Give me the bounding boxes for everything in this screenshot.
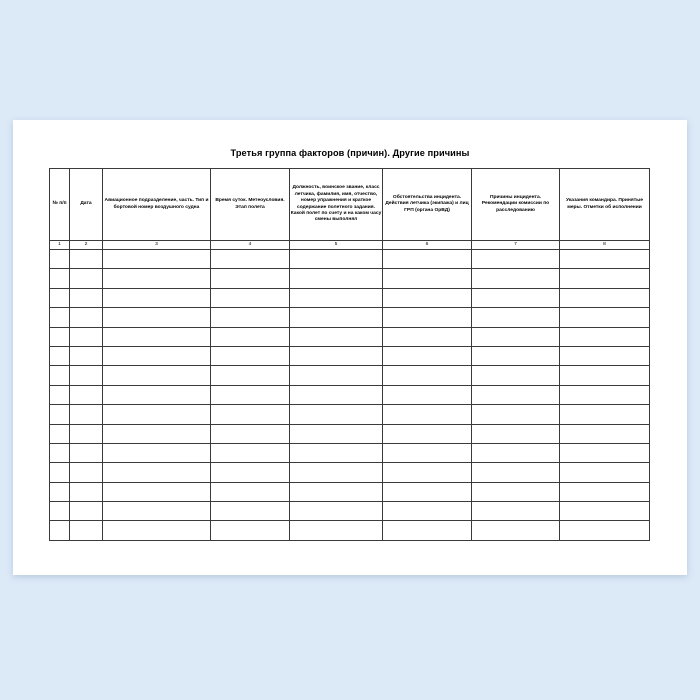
table-row bbox=[50, 250, 650, 269]
table-cell-empty[interactable] bbox=[290, 385, 383, 404]
table-cell-empty[interactable] bbox=[103, 288, 211, 307]
table-cell-empty[interactable] bbox=[383, 385, 472, 404]
table-cell-empty[interactable] bbox=[290, 482, 383, 501]
table-cell-empty[interactable] bbox=[103, 443, 211, 462]
table-cell-empty[interactable] bbox=[103, 424, 211, 443]
table-cell-empty[interactable] bbox=[70, 366, 103, 385]
table-cell-empty[interactable] bbox=[103, 482, 211, 501]
table-cell-empty[interactable] bbox=[50, 502, 70, 521]
table-cell-empty[interactable] bbox=[211, 250, 290, 269]
table-cell-empty[interactable] bbox=[103, 385, 211, 404]
table-cell-empty[interactable] bbox=[472, 346, 560, 365]
table-cell-empty[interactable] bbox=[560, 327, 650, 346]
column-header-commander-orders: Указания командира. Принятые меры. Отметки об исполнении bbox=[560, 169, 650, 241]
column-header-crew-task: Должность, воинское звание, класс летчика, фамилия, имя, отчество, номер упражнения и краткое содержание полетного задания. Какой полет по счету и на каком часу смены выполнял bbox=[290, 169, 383, 241]
table-cell-empty[interactable] bbox=[290, 327, 383, 346]
table-header-row bbox=[50, 169, 650, 241]
table-cell-empty[interactable] bbox=[70, 463, 103, 482]
table-cell-empty[interactable] bbox=[290, 405, 383, 424]
table-cell-empty[interactable] bbox=[50, 308, 70, 327]
table-cell-empty[interactable] bbox=[70, 346, 103, 365]
table-cell-empty[interactable] bbox=[211, 405, 290, 424]
column-number-cell: 3 bbox=[103, 241, 211, 250]
table-cell-empty[interactable] bbox=[383, 250, 472, 269]
table-cell-empty[interactable] bbox=[70, 405, 103, 424]
table-cell-empty[interactable] bbox=[290, 346, 383, 365]
table-cell-empty[interactable] bbox=[472, 327, 560, 346]
table-cell-empty[interactable] bbox=[103, 463, 211, 482]
table-cell-empty[interactable] bbox=[211, 346, 290, 365]
column-number-cell: 2 bbox=[70, 241, 103, 250]
column-header-circumstances: Обстоятельства инцидента. Действия летчика (экипажа) и лиц ГРП (органа ОрВД) bbox=[383, 169, 472, 241]
table-cell-empty[interactable] bbox=[560, 405, 650, 424]
table-cell-empty[interactable] bbox=[50, 482, 70, 501]
table-row bbox=[50, 385, 650, 404]
table-cell-empty[interactable] bbox=[290, 308, 383, 327]
column-header-causes-recommendations: Причины инцидента. Рекомендации комиссии по расследованию bbox=[472, 169, 560, 241]
table-cell-empty[interactable] bbox=[383, 269, 472, 288]
table-column-number-row bbox=[50, 241, 650, 250]
table-row bbox=[50, 327, 650, 346]
table-cell-empty[interactable] bbox=[103, 269, 211, 288]
table-cell-empty[interactable] bbox=[472, 463, 560, 482]
page-title: Третья группа факторов (причин). Другие причины bbox=[230, 148, 470, 158]
table-cell-empty[interactable] bbox=[211, 288, 290, 307]
table-cell-empty[interactable] bbox=[560, 366, 650, 385]
table-cell-empty[interactable] bbox=[50, 288, 70, 307]
table-cell-empty[interactable] bbox=[70, 521, 103, 540]
table-row bbox=[50, 405, 650, 424]
table-cell-empty[interactable] bbox=[211, 327, 290, 346]
table-cell-empty[interactable] bbox=[50, 366, 70, 385]
table-cell-empty[interactable] bbox=[211, 424, 290, 443]
table-cell-empty[interactable] bbox=[290, 424, 383, 443]
column-number-cell: 5 bbox=[290, 241, 383, 250]
table-cell-empty[interactable] bbox=[290, 288, 383, 307]
column-header-number: № п/п bbox=[50, 169, 70, 241]
table-cell-empty[interactable] bbox=[560, 269, 650, 288]
table-cell-empty[interactable] bbox=[560, 385, 650, 404]
table-cell-empty[interactable] bbox=[472, 269, 560, 288]
table-cell-empty[interactable] bbox=[70, 502, 103, 521]
column-number-cell: 8 bbox=[560, 241, 650, 250]
table-cell-empty[interactable] bbox=[50, 424, 70, 443]
register-table bbox=[49, 168, 650, 541]
table-cell-empty[interactable] bbox=[50, 346, 70, 365]
table-cell-empty[interactable] bbox=[290, 521, 383, 540]
table-row bbox=[50, 443, 650, 462]
table-row bbox=[50, 366, 650, 385]
table-cell-empty[interactable] bbox=[70, 250, 103, 269]
column-number-cell: 7 bbox=[472, 241, 560, 250]
table-cell-empty[interactable] bbox=[560, 424, 650, 443]
table-cell-empty[interactable] bbox=[70, 308, 103, 327]
table-cell-empty[interactable] bbox=[560, 463, 650, 482]
table-cell-empty[interactable] bbox=[383, 346, 472, 365]
column-number-cell: 6 bbox=[383, 241, 472, 250]
table-cell-empty[interactable] bbox=[290, 366, 383, 385]
table-cell-empty[interactable] bbox=[211, 502, 290, 521]
table-cell-empty[interactable] bbox=[472, 288, 560, 307]
table-row bbox=[50, 346, 650, 365]
table-cell-empty[interactable] bbox=[383, 366, 472, 385]
table-cell-empty[interactable] bbox=[103, 405, 211, 424]
table-cell-empty[interactable] bbox=[560, 521, 650, 540]
table-cell-empty[interactable] bbox=[290, 250, 383, 269]
column-header-unit-aircraft: Авиационное подразделение, часть. Тип и бортовой номер воздушного судна bbox=[103, 169, 211, 241]
table-cell-empty[interactable] bbox=[211, 482, 290, 501]
table-cell-empty[interactable] bbox=[70, 443, 103, 462]
table-cell-empty[interactable] bbox=[50, 463, 70, 482]
table-cell-empty[interactable] bbox=[472, 502, 560, 521]
table-cell-empty[interactable] bbox=[211, 521, 290, 540]
table-cell-empty[interactable] bbox=[103, 521, 211, 540]
table-body bbox=[50, 250, 650, 541]
table-cell-empty[interactable] bbox=[290, 443, 383, 462]
table-row bbox=[50, 424, 650, 443]
table-cell-empty[interactable] bbox=[472, 405, 560, 424]
table-cell-empty[interactable] bbox=[290, 269, 383, 288]
table-cell-empty[interactable] bbox=[560, 443, 650, 462]
table-cell-empty[interactable] bbox=[383, 405, 472, 424]
table-cell-empty[interactable] bbox=[70, 269, 103, 288]
column-header-date: Дата bbox=[70, 169, 103, 241]
table-cell-empty[interactable] bbox=[211, 385, 290, 404]
table-cell-empty[interactable] bbox=[472, 250, 560, 269]
table-cell-empty[interactable] bbox=[560, 250, 650, 269]
table-cell-empty[interactable] bbox=[50, 327, 70, 346]
table-row bbox=[50, 521, 650, 540]
table-cell-empty[interactable] bbox=[290, 502, 383, 521]
table-cell-empty[interactable] bbox=[211, 463, 290, 482]
table-cell-empty[interactable] bbox=[103, 346, 211, 365]
table-cell-empty[interactable] bbox=[70, 482, 103, 501]
table-cell-empty[interactable] bbox=[383, 482, 472, 501]
table-cell-empty[interactable] bbox=[472, 482, 560, 501]
table-cell-empty[interactable] bbox=[383, 288, 472, 307]
table-cell-empty[interactable] bbox=[50, 521, 70, 540]
table-cell-empty[interactable] bbox=[472, 385, 560, 404]
column-number-cell: 1 bbox=[50, 241, 70, 250]
table-cell-empty[interactable] bbox=[383, 424, 472, 443]
table-cell-empty[interactable] bbox=[70, 385, 103, 404]
table-row bbox=[50, 269, 650, 288]
table-cell-empty[interactable] bbox=[103, 366, 211, 385]
table-cell-empty[interactable] bbox=[211, 443, 290, 462]
table-cell-empty[interactable] bbox=[50, 443, 70, 462]
column-header-time-weather-stage: Время суток. Метеоусловия. Этап полета bbox=[211, 169, 290, 241]
table-cell-empty[interactable] bbox=[103, 250, 211, 269]
table-row bbox=[50, 502, 650, 521]
table-cell-empty[interactable] bbox=[472, 366, 560, 385]
table-cell-empty[interactable] bbox=[383, 521, 472, 540]
table-cell-empty[interactable] bbox=[472, 521, 560, 540]
table-cell-empty[interactable] bbox=[50, 269, 70, 288]
table-cell-empty[interactable] bbox=[383, 443, 472, 462]
table-cell-empty[interactable] bbox=[103, 308, 211, 327]
table-cell-empty[interactable] bbox=[103, 502, 211, 521]
table-row bbox=[50, 482, 650, 501]
table-cell-empty[interactable] bbox=[383, 308, 472, 327]
table-cell-empty[interactable] bbox=[472, 443, 560, 462]
column-number-cell: 4 bbox=[211, 241, 290, 250]
table-cell-empty[interactable] bbox=[560, 482, 650, 501]
table-cell-empty[interactable] bbox=[472, 308, 560, 327]
table-cell-empty[interactable] bbox=[70, 327, 103, 346]
table-cell-empty[interactable] bbox=[383, 327, 472, 346]
table-cell-empty[interactable] bbox=[70, 288, 103, 307]
table-row bbox=[50, 463, 650, 482]
table-cell-empty[interactable] bbox=[211, 366, 290, 385]
document-page bbox=[13, 120, 687, 575]
table-row bbox=[50, 288, 650, 307]
table-cell-empty[interactable] bbox=[70, 424, 103, 443]
table-row bbox=[50, 308, 650, 327]
table-cell-empty[interactable] bbox=[560, 502, 650, 521]
table-cell-empty[interactable] bbox=[50, 405, 70, 424]
register-table-wrapper bbox=[49, 168, 649, 541]
table-cell-empty[interactable] bbox=[290, 463, 383, 482]
table-cell-empty[interactable] bbox=[560, 288, 650, 307]
table-cell-empty[interactable] bbox=[50, 250, 70, 269]
table-cell-empty[interactable] bbox=[472, 424, 560, 443]
table-cell-empty[interactable] bbox=[50, 385, 70, 404]
table-cell-empty[interactable] bbox=[560, 308, 650, 327]
table-cell-empty[interactable] bbox=[103, 327, 211, 346]
table-cell-empty[interactable] bbox=[560, 346, 650, 365]
table-cell-empty[interactable] bbox=[383, 463, 472, 482]
table-cell-empty[interactable] bbox=[383, 502, 472, 521]
table-cell-empty[interactable] bbox=[211, 269, 290, 288]
table-cell-empty[interactable] bbox=[211, 308, 290, 327]
